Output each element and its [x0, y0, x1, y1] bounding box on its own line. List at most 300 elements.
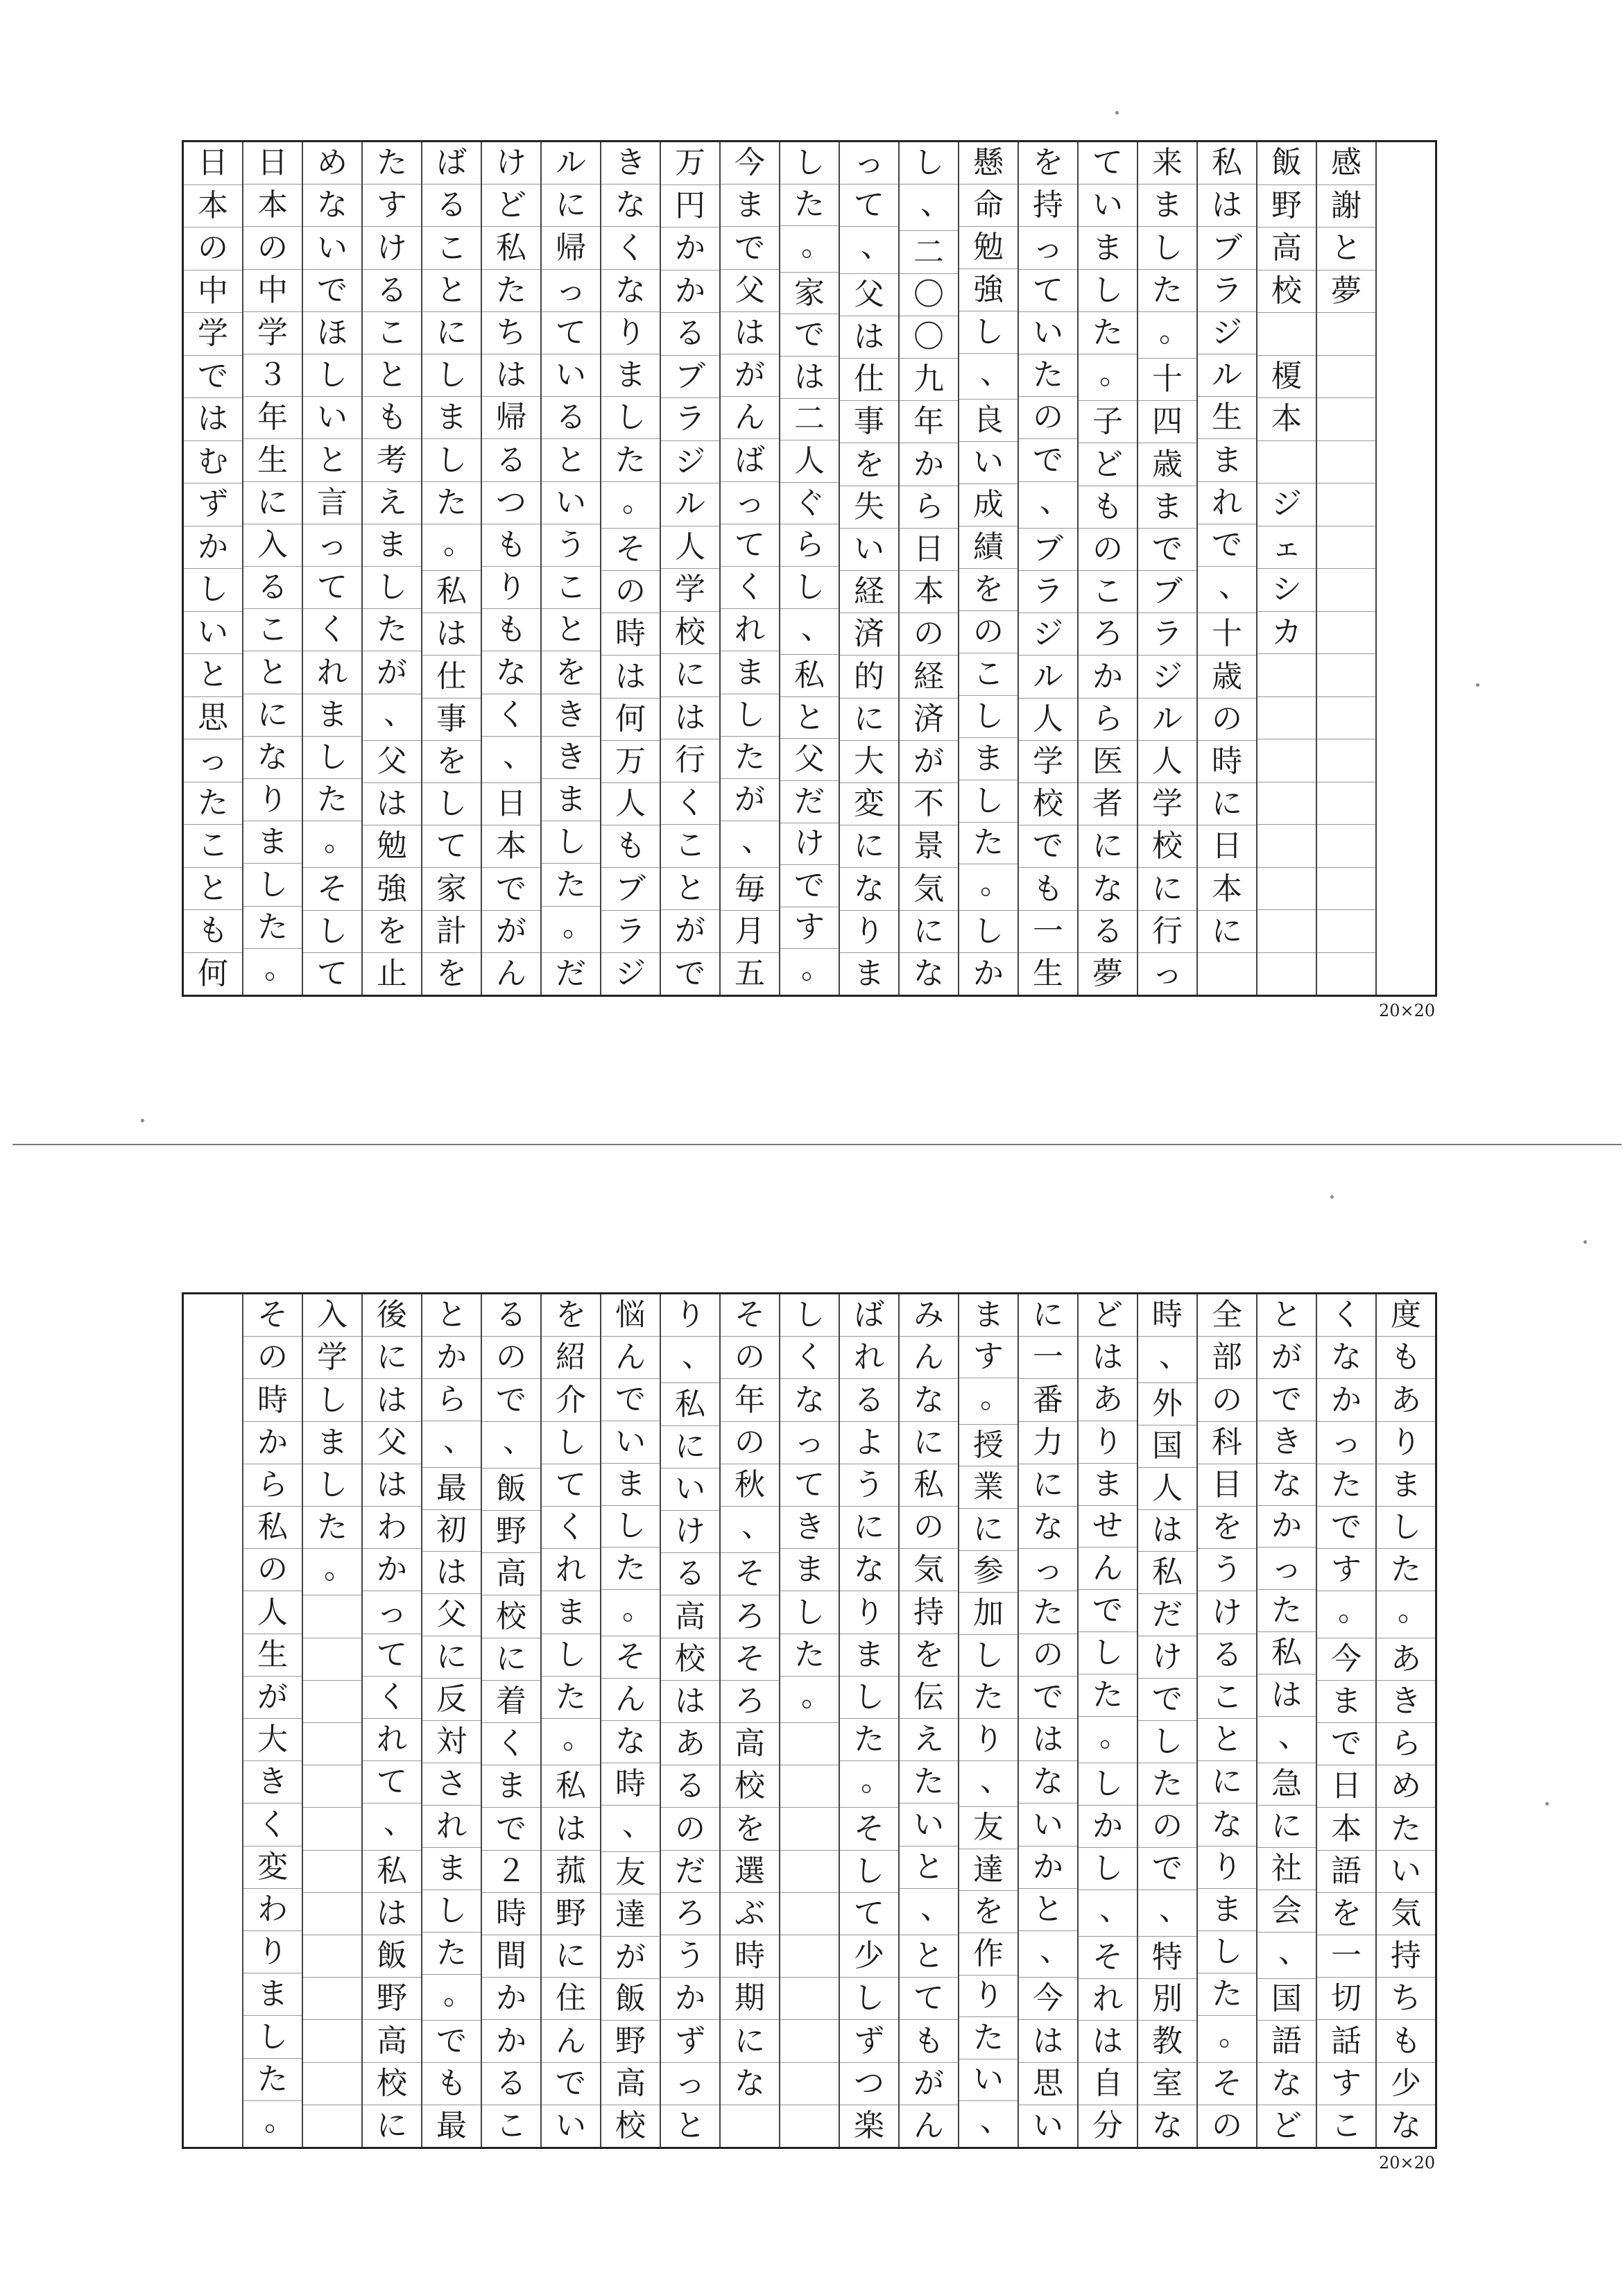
manuscript-cell: 学	[243, 312, 302, 354]
manuscript-cell: で	[780, 865, 839, 907]
manuscript-cell: き	[243, 1761, 302, 1804]
manuscript-cell: に	[377, 2107, 407, 2143]
manuscript-cell: 大	[840, 741, 898, 783]
manuscript-cell: て	[840, 1893, 898, 1935]
manuscript-cell: 生	[1033, 955, 1063, 991]
manuscript-column	[1256, 142, 1316, 995]
manuscript-cell: ま	[1138, 486, 1196, 529]
manuscript-cell: を	[542, 651, 600, 694]
manuscript-cell: あ	[1079, 1379, 1137, 1421]
manuscript-cell: ３	[243, 354, 302, 397]
manuscript-column	[421, 142, 481, 995]
manuscript-cell: な	[721, 2063, 779, 2105]
manuscript-cell: 少	[1377, 2063, 1435, 2105]
manuscript-cell: か	[1317, 1379, 1375, 1421]
manuscript-cell: た	[1377, 1808, 1435, 1850]
manuscript-cell: し	[1079, 270, 1137, 312]
manuscript-cell: た	[303, 1507, 361, 1549]
manuscript-cell: が	[363, 651, 421, 694]
manuscript-cell: く	[1317, 1294, 1375, 1337]
manuscript-cell: き	[542, 737, 600, 779]
manuscript-cell: の	[243, 1549, 302, 1591]
manuscript-cell: に	[243, 694, 302, 737]
manuscript-cell: を	[422, 741, 481, 783]
manuscript-column	[302, 142, 361, 995]
manuscript-cell: け	[661, 1511, 719, 1553]
manuscript-cell: ラ	[1138, 613, 1196, 656]
manuscript-cell: は	[363, 1893, 421, 1935]
manuscript-cell: 野	[542, 1893, 600, 1935]
manuscript-cell: い	[840, 529, 898, 571]
manuscript-cell: 人	[780, 440, 839, 483]
manuscript-cell: ま	[601, 354, 660, 397]
manuscript-cell: し	[243, 864, 302, 906]
manuscript-cell: ま	[422, 397, 481, 439]
manuscript-cell: に	[243, 482, 302, 524]
manuscript-cell: 校	[363, 2063, 421, 2105]
manuscript-cell: て	[780, 1464, 839, 1507]
manuscript-cell: ほ	[303, 312, 361, 354]
manuscript-cell: 子	[1079, 401, 1137, 443]
manuscript-cell	[780, 1808, 839, 1850]
manuscript-cell: し	[601, 1506, 660, 1548]
manuscript-cell: そ	[721, 1553, 779, 1595]
manuscript-column	[302, 1294, 361, 2147]
manuscript-cell: が	[601, 1937, 660, 1979]
manuscript-cell: 。	[959, 864, 1017, 911]
manuscript-cell: も	[1377, 1337, 1435, 1379]
manuscript-cell: で	[1317, 1507, 1375, 1549]
manuscript-cell: が	[661, 910, 719, 953]
manuscript-cell: 時	[721, 1935, 779, 1978]
manuscript-cell: 的	[840, 656, 898, 698]
manuscript-cell: り	[1377, 1422, 1435, 1464]
manuscript-cell	[1257, 739, 1316, 782]
manuscript-cell: た	[363, 142, 421, 185]
manuscript-cell: 、	[959, 354, 1017, 400]
manuscript-cell: し	[422, 1890, 481, 1933]
manuscript-cell: 国	[1257, 1979, 1316, 2021]
manuscript-cell: に	[1019, 1294, 1077, 1337]
manuscript-cell: も	[184, 910, 242, 953]
manuscript-cell	[303, 1595, 361, 1638]
manuscript-cell: ず	[840, 2020, 898, 2062]
manuscript-cell: た	[1019, 354, 1077, 397]
manuscript-cell: 、	[721, 821, 779, 868]
manuscript-cell: し	[959, 911, 1017, 953]
manuscript-cell: で	[482, 1379, 540, 1421]
manuscript-cell: し	[422, 439, 481, 481]
manuscript-cell: 、	[1138, 1890, 1196, 1937]
manuscript-cell: て	[1019, 270, 1077, 312]
manuscript-cell: は	[1257, 1674, 1316, 1717]
manuscript-cell: カ	[1257, 612, 1316, 655]
manuscript-cell: い	[959, 2059, 1017, 2102]
manuscript-cell	[1257, 910, 1316, 953]
manuscript-cell: 紹	[542, 1337, 600, 1379]
manuscript-cell: は	[661, 1681, 719, 1723]
manuscript-cell: 、	[980, 2102, 1011, 2139]
manuscript-cell: 懸	[959, 142, 1017, 185]
manuscript-cell: ら	[780, 524, 839, 567]
manuscript-cell: 、	[840, 227, 898, 273]
manuscript-cell: 高	[601, 2063, 660, 2105]
manuscript-cell	[1377, 867, 1435, 909]
manuscript-cell: ど	[1079, 443, 1137, 486]
manuscript-cell: か	[1079, 1806, 1137, 1848]
manuscript-cell: の	[959, 611, 1017, 653]
manuscript-cell: と	[780, 697, 839, 739]
manuscript-cell: な	[840, 1549, 898, 1591]
manuscript-cell: こ	[1198, 1677, 1256, 1719]
manuscript-cell: 四	[1138, 401, 1196, 443]
manuscript-column	[719, 142, 779, 995]
manuscript-cell: だ	[780, 781, 839, 823]
manuscript-cell: て	[900, 1978, 958, 2020]
manuscript-cell: 、	[601, 1806, 660, 1852]
manuscript-cell: 期	[721, 1978, 779, 2020]
manuscript-cell: と	[243, 651, 302, 694]
manuscript-cell: れ	[840, 1337, 898, 1379]
manuscript-cell: ル	[1138, 699, 1196, 741]
manuscript-cell: 家	[422, 868, 481, 910]
manuscript-cell	[1377, 739, 1435, 781]
manuscript-cell: く	[661, 782, 719, 825]
manuscript-cell: け	[482, 142, 540, 185]
manuscript-cell: ブ	[1138, 571, 1196, 613]
manuscript-cell: 初	[422, 1510, 481, 1552]
manuscript-cell: た	[1198, 1973, 1256, 2016]
manuscript-cell: 人	[1138, 741, 1196, 783]
manuscript-cell: か	[482, 2020, 540, 2062]
manuscript-cell: に	[900, 911, 958, 953]
manuscript-cell: 計	[422, 911, 481, 953]
manuscript-cell: に	[1257, 1806, 1316, 1848]
manuscript-cell: ろ	[1079, 613, 1137, 656]
manuscript-cell: れ	[363, 1719, 421, 1761]
manuscript-cell: 反	[422, 1679, 481, 1721]
manuscript-cell: ば	[721, 439, 779, 481]
manuscript-cell	[184, 1636, 242, 1678]
manuscript-cell	[1317, 782, 1375, 825]
manuscript-cell: の	[661, 1808, 719, 1850]
manuscript-cell: ら	[1377, 1723, 1435, 1765]
manuscript-cell: 五	[735, 955, 765, 991]
manuscript-cell	[1317, 441, 1375, 484]
manuscript-cell: の	[1198, 1379, 1256, 1421]
manuscript-cell	[1257, 697, 1316, 740]
manuscript-cell	[780, 1893, 839, 1935]
manuscript-column	[421, 1294, 481, 2147]
manuscript-cell: と	[422, 270, 481, 312]
manuscript-cell: 月	[721, 911, 779, 953]
manuscript-cell: し	[363, 567, 421, 609]
manuscript-cell: の	[721, 1422, 779, 1464]
manuscript-cell: 私	[363, 1851, 421, 1893]
manuscript-cell	[184, 1380, 242, 1422]
manuscript-cell: ル	[1198, 354, 1256, 397]
manuscript-cell: そ	[721, 1638, 779, 1681]
manuscript-cell: 時	[601, 1763, 660, 1806]
manuscript-cell: な	[1198, 1804, 1256, 1846]
page-divider	[12, 1144, 1622, 1145]
manuscript-cell: 思	[1019, 2063, 1077, 2105]
manuscript-cell: で	[1317, 1723, 1375, 1765]
manuscript-cell: 者	[1079, 783, 1137, 825]
manuscript-cell: 。	[1138, 312, 1196, 359]
manuscript-cell: 後	[363, 1294, 421, 1337]
manuscript-cell: こ	[1331, 2107, 1362, 2143]
manuscript-cell: け	[1138, 1636, 1196, 1679]
manuscript-cell: 持	[1377, 1935, 1435, 1978]
manuscript-cell: 生	[243, 439, 302, 481]
manuscript-cell	[1377, 909, 1435, 952]
manuscript-cell: で	[721, 227, 779, 269]
manuscript-cell: 部	[1198, 1337, 1256, 1379]
manuscript-cell: 歳	[1138, 443, 1196, 486]
manuscript-cell: る	[661, 1765, 719, 1808]
manuscript-cell	[1377, 653, 1435, 696]
manuscript-cell: る	[542, 397, 600, 439]
manuscript-column	[958, 142, 1017, 995]
manuscript-cell: 校	[615, 2108, 646, 2144]
manuscript-cell: 父	[780, 739, 839, 781]
manuscript-cell: 事	[840, 401, 898, 443]
manuscript-cell: も	[363, 397, 421, 439]
manuscript-cell: 、	[780, 609, 839, 656]
manuscript-cell: り	[959, 1976, 1017, 2018]
manuscript-cell: を	[436, 955, 467, 991]
manuscript-cell: こ	[496, 2107, 526, 2143]
manuscript-column	[839, 1294, 898, 2147]
manuscript-cell: 〇	[900, 316, 958, 359]
manuscript-cell: 本	[1317, 1808, 1375, 1850]
manuscript-cell: き	[1377, 1681, 1435, 1723]
manuscript-cell: り	[243, 779, 302, 821]
manuscript-cell	[780, 1851, 839, 1893]
manuscript-cell: ジ	[1198, 312, 1256, 354]
manuscript-cell: と	[661, 868, 719, 911]
manuscript-cell: を	[1198, 1507, 1256, 1549]
manuscript-column	[184, 1294, 242, 2147]
manuscript-cell: ま	[721, 185, 779, 227]
manuscript-cell: は	[542, 1808, 600, 1850]
manuscript-cell: 事	[422, 699, 481, 741]
manuscript-cell	[1257, 953, 1316, 995]
manuscript-cell	[1377, 228, 1435, 270]
manuscript-cell: す	[780, 907, 839, 950]
manuscript-cell	[1317, 868, 1375, 911]
manuscript-cell: か	[1079, 656, 1137, 698]
manuscript-cell: 私	[243, 1507, 302, 1549]
manuscript-cell: 一	[1317, 1935, 1375, 1978]
manuscript-cell: た	[1079, 1674, 1137, 1717]
manuscript-cell: し	[959, 696, 1017, 738]
manuscript-cell: な	[1019, 1761, 1077, 1804]
manuscript-cell: せ	[1079, 1506, 1137, 1548]
manuscript-cell: い	[900, 1804, 958, 1846]
manuscript-cell: 。	[1317, 1591, 1375, 1638]
manuscript-cell: り	[1079, 1421, 1137, 1464]
manuscript-cell: 自	[1079, 2063, 1137, 2105]
manuscript-cell: で	[1019, 439, 1077, 481]
manuscript-cell: 時	[601, 613, 660, 656]
manuscript-cell: 本	[482, 825, 540, 868]
manuscript-cell: な	[601, 185, 660, 227]
manuscript-cell: る	[661, 1553, 719, 1595]
manuscript-cell: は	[1138, 1510, 1196, 1552]
manuscript-cell: は	[184, 398, 242, 441]
manuscript-cell: に	[840, 1507, 898, 1549]
manuscript-cell: 成	[959, 484, 1017, 526]
manuscript-cell: を	[1317, 1893, 1375, 1935]
manuscript-cell: 万	[661, 142, 719, 185]
manuscript-cell	[1377, 185, 1435, 227]
manuscript-cell: 飯	[601, 1979, 660, 2021]
manuscript-cell	[184, 1891, 242, 1933]
manuscript-column	[1375, 1294, 1435, 2147]
manuscript-cell: え	[363, 482, 421, 524]
manuscript-cell: い	[1377, 1851, 1435, 1893]
manuscript-cell: た	[721, 737, 779, 779]
manuscript-cell: 気	[900, 1549, 958, 1591]
manuscript-cell	[184, 1678, 242, 1720]
manuscript-cell: し	[1377, 1507, 1435, 1549]
manuscript-cell: 達	[601, 1894, 660, 1937]
manuscript-cell: ん	[913, 2107, 944, 2143]
manuscript-cell: そ	[1198, 2063, 1256, 2105]
manuscript-cell: し	[721, 694, 779, 737]
manuscript-cell: で	[1079, 1590, 1137, 1632]
manuscript-cell: り	[840, 911, 898, 953]
manuscript-cell	[303, 1638, 361, 1681]
manuscript-cell: と	[542, 439, 600, 481]
manuscript-cell: め	[1377, 1765, 1435, 1808]
manuscript-cell: 行	[1138, 911, 1196, 953]
manuscript-cell: と	[542, 609, 600, 651]
manuscript-cell: に	[542, 1935, 600, 1978]
manuscript-cell: だ	[661, 1851, 719, 1893]
manuscript-cell	[1257, 654, 1316, 697]
manuscript-cell: 十	[1198, 613, 1256, 656]
manuscript-cell: し	[959, 780, 1017, 823]
manuscript-cell: ん	[601, 1337, 660, 1379]
manuscript-cell: る	[661, 313, 719, 356]
manuscript-cell: は	[1019, 1719, 1077, 1761]
manuscript-cell: き	[542, 694, 600, 737]
manuscript-cell	[1377, 398, 1435, 440]
manuscript-cell: も	[1079, 486, 1137, 529]
manuscript-cell: い	[661, 1468, 719, 1511]
manuscript-cell: 学	[661, 569, 719, 612]
manuscript-cell: 、	[1079, 1890, 1137, 1937]
manuscript-cell: あ	[661, 1723, 719, 1765]
manuscript-cell: は	[422, 613, 481, 656]
manuscript-cell: 校	[661, 612, 719, 655]
manuscript-cell	[1377, 483, 1435, 526]
manuscript-cell: で	[1138, 1679, 1196, 1721]
manuscript-cell: 変	[243, 1847, 302, 1889]
manuscript-cell: 帰	[542, 227, 600, 269]
manuscript-cell: 年	[900, 401, 958, 443]
manuscript-cell	[1317, 953, 1375, 995]
manuscript-cell: の	[1079, 529, 1137, 571]
manuscript-column	[481, 142, 540, 995]
manuscript-cell: 少	[840, 1935, 898, 1978]
manuscript-cell: た	[184, 782, 242, 825]
manuscript-cell: 私	[900, 1464, 958, 1507]
manuscript-column	[1196, 142, 1256, 995]
manuscript-cell: 私	[1257, 1632, 1316, 1674]
manuscript-cell: 、	[959, 1761, 1017, 1808]
manuscript-cell: で	[542, 2063, 600, 2105]
manuscript-cell: 経	[900, 656, 958, 698]
manuscript-cell: き	[601, 142, 660, 185]
manuscript-cell: そ	[243, 1294, 302, 1337]
manuscript-cell: 、	[1019, 1931, 1077, 1978]
manuscript-cell: 高	[482, 1553, 540, 1595]
manuscript-cell: れ	[721, 609, 779, 651]
manuscript-cell: こ	[184, 825, 242, 868]
manuscript-cell: け	[780, 823, 839, 866]
manuscript-cell: た	[422, 1933, 481, 1975]
manuscript-column	[242, 1294, 302, 2147]
manuscript-cell: 目	[1198, 1464, 1256, 1507]
manuscript-cell: い	[1019, 312, 1077, 354]
manuscript-cell: 気	[900, 868, 958, 910]
manuscript-column	[1017, 142, 1077, 995]
manuscript-cell: し	[184, 569, 242, 612]
manuscript-cell: か	[184, 526, 242, 569]
manuscript-cell: 番	[1019, 1379, 1077, 1421]
manuscript-cell: し	[780, 567, 839, 609]
manuscript-cell: 行	[661, 739, 719, 782]
manuscript-cell: も	[482, 609, 540, 651]
manuscript-cell: す	[959, 1337, 1017, 1379]
manuscript-cell: ジ	[1138, 656, 1196, 698]
manuscript-cell: し	[1138, 227, 1196, 269]
manuscript-cell: 校	[1257, 271, 1316, 314]
manuscript-cell: る	[482, 2063, 540, 2105]
manuscript-cell: 校	[482, 1595, 540, 1638]
manuscript-cell: 学	[1019, 741, 1077, 783]
manuscript-cell: か	[1019, 1847, 1077, 1889]
manuscript-cell: す	[363, 185, 421, 227]
manuscript-cell: 人	[1138, 1468, 1196, 1510]
manuscript-cell: ラ	[1019, 571, 1077, 613]
manuscript-cell: は	[1079, 2021, 1137, 2063]
manuscript-cell: 績	[959, 526, 1017, 569]
manuscript-cell: 持	[900, 1591, 958, 1634]
manuscript-cell: ま	[1079, 227, 1137, 269]
manuscript-cell: て	[422, 825, 481, 868]
manuscript-column	[361, 1294, 421, 2147]
manuscript-cell: の	[900, 1507, 958, 1549]
manuscript-cell: し	[243, 2016, 302, 2058]
manuscript-cell: 介	[542, 1379, 600, 1421]
manuscript-cell: で	[422, 2021, 481, 2063]
manuscript-cell: と	[675, 2107, 705, 2143]
manuscript-cell: か	[661, 1978, 719, 2020]
manuscript-cell	[184, 1593, 242, 1635]
manuscript-cell	[721, 2105, 779, 2147]
manuscript-cell: 言	[303, 482, 361, 524]
scan-speck	[1115, 111, 1119, 114]
manuscript-cell: け	[363, 227, 421, 269]
manuscript-cell: い	[1019, 1804, 1077, 1846]
manuscript-cell	[1377, 355, 1435, 397]
manuscript-cell: 家	[780, 273, 839, 315]
